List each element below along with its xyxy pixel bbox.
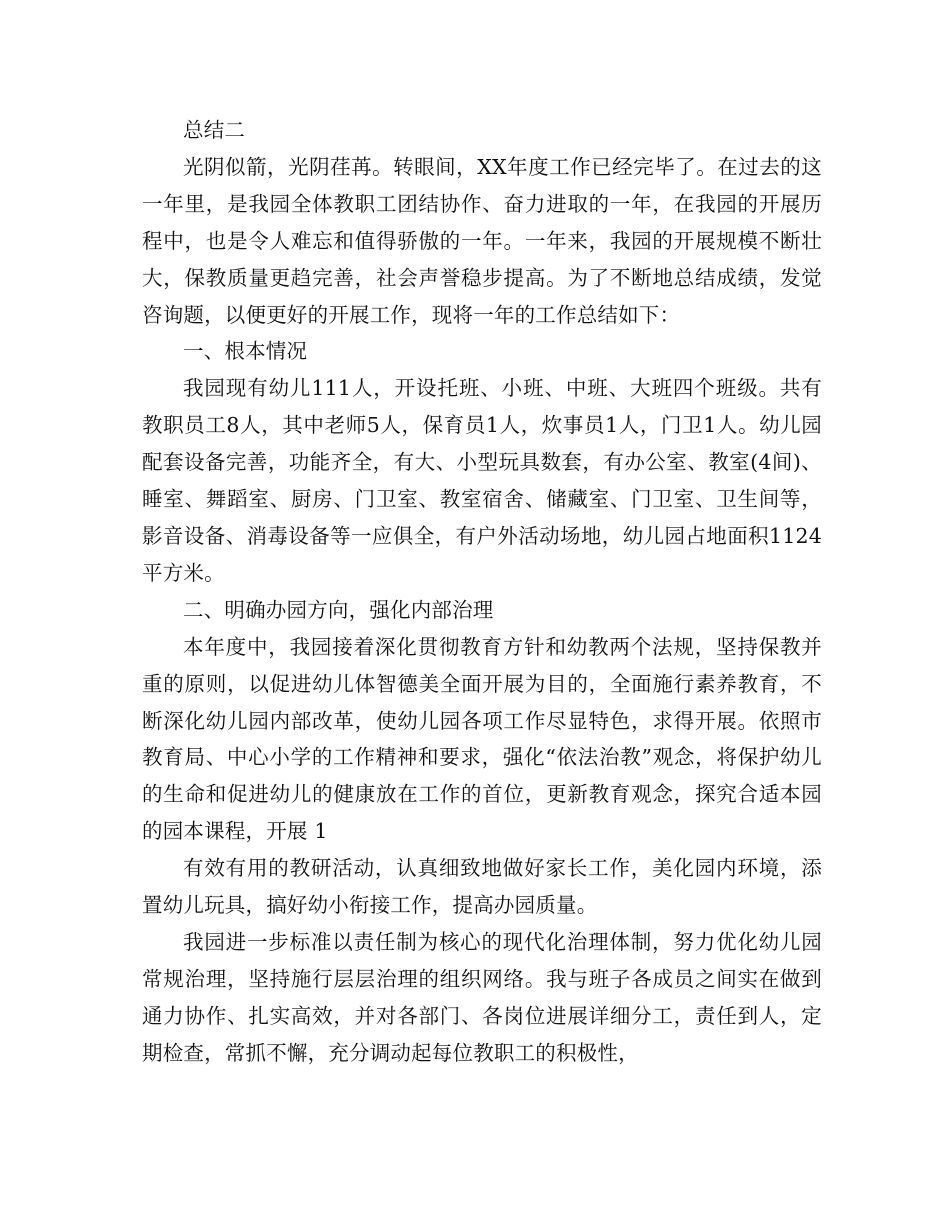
document-body — [142, 112, 822, 1072]
section-heading-management: 二、明确办园方向，强化内部治理 — [183, 597, 494, 622]
intro-paragraph: 光阴似箭，光阴荏苒。转眼间，XX年度工作已经完毕了。在过去的这一年里，是我园全体教职工团结协作、奋力进取的一年，在我园的开展历程中，也是令人难忘和值得骄傲的一年。一年来，我园的开展规模不断壮大，保教质量更趋完善，社会声誉稳步提高。为了不断地总结成绩，发觉咨询题，以便更好的开展工作，现将一年的工作总结如下： — [142, 154, 822, 327]
basic-situation-paragraph: 我园现有幼儿111人，开设托班、小班、中班、大班四个班级。共有教职员工8人，其中老师5人，保育员1人，炊事员1人，门卫1人。幼儿园配套设备完善，功能齐全，有大、小型玩具数套，有办公室、教室(4间)、睡室、舞蹈室、厨房、门卫室、教室宿舍、储藏室、门卫室、卫生间等，影音设备、消毒设备等一应俱全，有户外活动场地，幼儿园占地面积1124平方米。 — [142, 376, 822, 585]
section-title: 总结二 — [183, 118, 246, 142]
section-heading-basic-situation: 一、根本情况 — [183, 339, 308, 364]
teaching-activities-paragraph: 有效有用的教研活动，认真细致地做好家长工作，美化园内环境，添置幼儿玩具，搞好幼小衔接工作，提高办园质量。 — [142, 856, 822, 918]
management-paragraph: 本年度中，我园接着深化贯彻教育方针和幼教两个法规，坚持保教并重的原则，以促进幼儿体智德美全面开展为目的，全面施行素养教育，不断深化幼儿园内部改革，使幼儿园各项工作尽显特色，求得开展。依照市教育局、中心小学的工作精神和要求，强化“依法治教”观念，将保护幼儿的生命和促进幼儿的健康放在工作的首位，更新教育观念，探究合适本园的园本课程，开展 1 — [142, 634, 822, 844]
responsibility-system-paragraph: 我园进一步标准以责任制为核心的现代化治理体制，努力优化幼儿园常规治理，坚持施行层层治理的组织网络。我与班子各成员之间实在做到通力协作、扎实高效，并对各部门、各岗位进展详细分工，责任到人，定期检查，常抓不懈，充分调动起每位教职工的积极性， — [142, 929, 822, 1065]
